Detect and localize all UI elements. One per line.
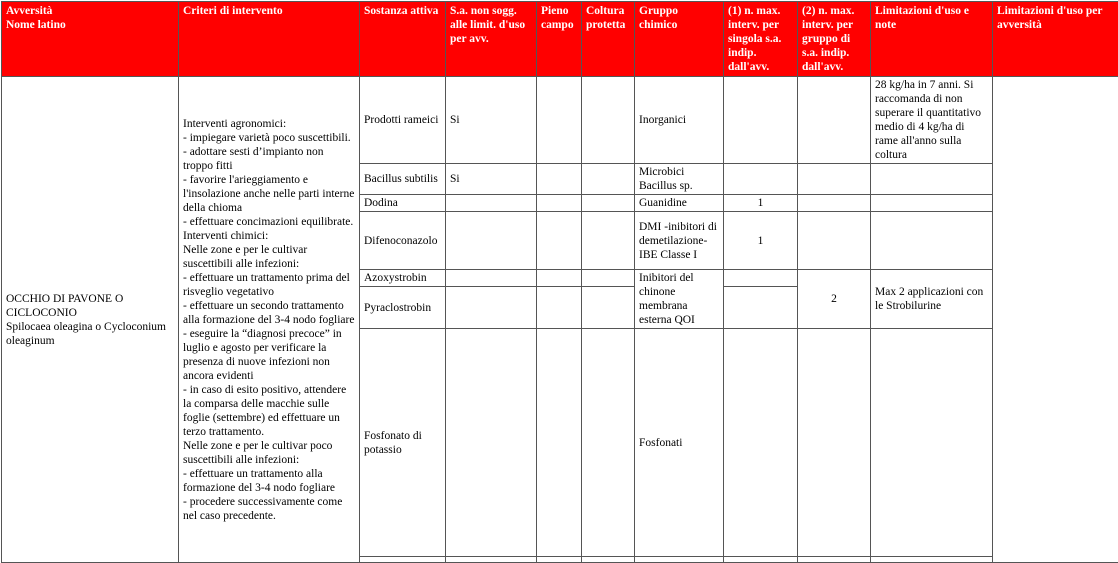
gruppo-chimico-cell: Microbici Bacillus sp. xyxy=(635,164,724,195)
n-max-singola-cell xyxy=(724,557,798,563)
header-n-max-gruppo: (2) n. max. interv. per gruppo di s.a. indip. dall'avv. xyxy=(798,2,871,77)
header-gruppo-chimico: Gruppo chimico xyxy=(635,2,724,77)
sa-non-sogg-cell xyxy=(446,195,537,212)
coltura-protetta-cell xyxy=(582,329,635,557)
sa-non-sogg-cell: Si xyxy=(446,164,537,195)
n-max-singola-cell xyxy=(724,287,798,329)
header-pieno-campo: Pieno campo xyxy=(537,2,582,77)
limitazioni-note-cell: Max 2 applicazioni con le Strobilurine xyxy=(871,270,993,329)
pest-control-table xyxy=(1,1,1118,563)
coltura-protetta-cell xyxy=(582,195,635,212)
sa-non-sogg-cell xyxy=(446,557,537,563)
avversita-latin-name: Spilocaea oleagina o Cycloconium oleaginum xyxy=(6,320,174,348)
header-criteri: Criteri di intervento xyxy=(179,2,360,77)
sa-non-sogg-cell xyxy=(446,329,537,557)
coltura-protetta-cell xyxy=(582,164,635,195)
sa-non-sogg-cell xyxy=(446,270,537,287)
n-max-gruppo-cell xyxy=(798,212,871,270)
n-max-gruppo-cell xyxy=(798,164,871,195)
sostanza-cell: Bacillus subtilis xyxy=(360,164,446,195)
criteri-intervento: Interventi agronomici: - impiegare varietà poco suscettibili. - adottare sesti d’impianto non troppo fitti - favorire l'arieggiamento e l'insolazione anche nelle parti interne della chioma - effettuare concimazioni equilibrate. Interventi chimici: Nelle zone e per le cultivar suscettibili alle infezioni: - effettuare un trattamento prima del risveglio vegetativo - effettuare un secondo trattamento alla formazione del 3-4 nodo fogliare - eseguire la “diagnosi precoce” in luglio e agosto per verificare la presenza di nuove infezioni non ancora evidenti - in caso di esito positivo, attendere la comparsa delle macchie sulle foglie (settembre) ed effettuare un terzo trattamento. Nelle zone e per le cultivar poco suscettibili alle infezioni: - effettuare un trattamento alla formazione del 3-4 nodo fogliare - procedere successivamente come nel caso precedente. xyxy=(179,77,360,563)
gruppo-chimico-cell: Guanidine xyxy=(635,195,724,212)
pieno-campo-cell xyxy=(537,557,582,563)
sostanza-cell: Difenoconazolo xyxy=(360,212,446,270)
gruppo-chimico-cell: DMI -inibitori di demetilazione- IBE Classe I xyxy=(635,212,724,270)
header-sostanza-attiva: Sostanza attiva xyxy=(360,2,446,77)
n-max-gruppo-cell: 2 xyxy=(798,270,871,329)
coltura-protetta-cell xyxy=(582,77,635,164)
n-max-singola-cell: 1 xyxy=(724,195,798,212)
limitazioni-note-cell xyxy=(871,329,993,557)
pieno-campo-cell xyxy=(537,212,582,270)
n-max-gruppo-cell xyxy=(798,557,871,563)
gruppo-chimico-cell: Inibitori del chinone membrana esterna QOI xyxy=(635,270,724,329)
avversita-cell xyxy=(2,77,179,563)
n-max-singola-cell: 1 xyxy=(724,212,798,270)
sostanza-cell: Prodotti rameici xyxy=(360,77,446,164)
pieno-campo-cell xyxy=(537,77,582,164)
gruppo-chimico-cell xyxy=(635,557,724,563)
header-coltura-protetta: Coltura protetta xyxy=(582,2,635,77)
header-sa-non-sogg: S.a. non sogg. alle limit. d'uso per avv. xyxy=(446,2,537,77)
header-row xyxy=(2,2,1118,77)
pieno-campo-cell xyxy=(537,329,582,557)
sostanza-cell: Fosfonato di potassio xyxy=(360,329,446,557)
pieno-campo-cell xyxy=(537,195,582,212)
pieno-campo-cell xyxy=(537,164,582,195)
header-limitazioni-avversita: Limitazioni d'uso per avversità xyxy=(993,2,1118,77)
sa-non-sogg-cell: Si xyxy=(446,77,537,164)
n-max-singola-cell xyxy=(724,77,798,164)
sostanza-cell xyxy=(360,557,446,563)
gruppo-chimico-cell: Fosfonati xyxy=(635,329,724,557)
n-max-gruppo-cell xyxy=(798,77,871,164)
n-max-singola-cell xyxy=(724,270,798,287)
header-avversita: Avversità Nome latino xyxy=(2,2,179,77)
limitazioni-avversita-cell xyxy=(993,77,1118,563)
header-limitazioni-note: Limitazioni d'uso e note xyxy=(871,2,993,77)
coltura-protetta-cell xyxy=(582,287,635,329)
n-max-singola-cell xyxy=(724,164,798,195)
sa-non-sogg-cell xyxy=(446,287,537,329)
gruppo-chimico-cell: Inorganici xyxy=(635,77,724,164)
pieno-campo-cell xyxy=(537,270,582,287)
n-max-singola-cell xyxy=(724,329,798,557)
limitazioni-note-cell xyxy=(871,164,993,195)
table-row xyxy=(2,77,1118,164)
coltura-protetta-cell xyxy=(582,557,635,563)
limitazioni-note-cell: 28 kg/ha in 7 anni. Si raccomanda di non superare il quantitativo medio di 4 kg/ha di rame all'anno sulla coltura xyxy=(871,77,993,164)
pieno-campo-cell xyxy=(537,287,582,329)
header-n-max-singola: (1) n. max. interv. per singola s.a. indip. dall'avv. xyxy=(724,2,798,77)
avversita-name: OCCHIO DI PAVONE O CICLOCONIO xyxy=(6,292,174,320)
sostanza-cell: Azoxystrobin xyxy=(360,270,446,287)
n-max-gruppo-cell xyxy=(798,329,871,557)
coltura-protetta-cell xyxy=(582,270,635,287)
limitazioni-note-cell xyxy=(871,557,993,563)
n-max-gruppo-cell xyxy=(798,195,871,212)
sostanza-cell: Pyraclostrobin xyxy=(360,287,446,329)
limitazioni-note-cell xyxy=(871,212,993,270)
limitazioni-note-cell xyxy=(871,195,993,212)
coltura-protetta-cell xyxy=(582,212,635,270)
sa-non-sogg-cell xyxy=(446,212,537,270)
sostanza-cell: Dodina xyxy=(360,195,446,212)
